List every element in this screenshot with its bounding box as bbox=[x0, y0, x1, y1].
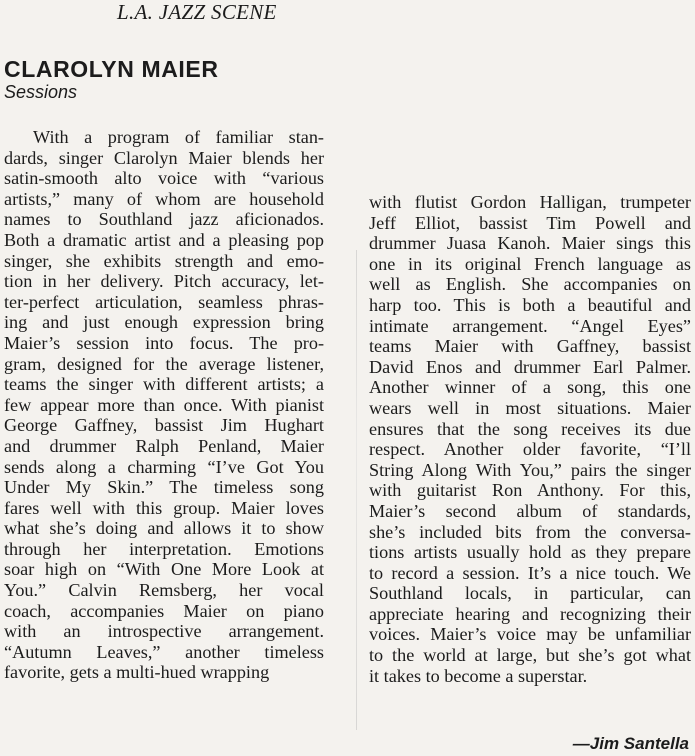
text-line: with an introspective arrangement. bbox=[4, 621, 324, 642]
text-line: it takes to become a superstar. bbox=[369, 665, 588, 686]
text-line: teams the singer with different artists; a bbox=[4, 374, 324, 395]
text-line: ter-perfect articulation, seamless phras- bbox=[4, 291, 324, 312]
text-line: teams Maier with Gaffney, bassist bbox=[369, 336, 691, 357]
text-line: to record a session. It’s a nice touch. We bbox=[369, 562, 691, 583]
text-line: Southland locals, in particular, can bbox=[369, 583, 691, 604]
text-line: to the world at large, but she’s got what bbox=[369, 645, 691, 666]
text-line: singer, she exhibits strength and emo- bbox=[4, 250, 324, 271]
review-body-left-column bbox=[4, 127, 324, 683]
text-line: Maier’s second album of standards, bbox=[369, 500, 691, 521]
text-line: artists,” many of whom are household bbox=[4, 188, 324, 209]
text-line: Maier’s session into focus. The pro- bbox=[4, 332, 324, 353]
text-line: Under My Skin.” The timeless song bbox=[4, 477, 324, 498]
review-artist-heading: CLAROLYN MAIER bbox=[4, 56, 219, 82]
text-line: harp too. This is both a beautiful and bbox=[369, 294, 691, 315]
text-line: fares well with this group. Maier loves bbox=[4, 497, 324, 518]
text-line: with flutist Gordon Halligan, trumpeter bbox=[369, 192, 691, 212]
text-line: George Gaffney, bassist Jim Hughart bbox=[4, 415, 324, 436]
column-divider bbox=[356, 250, 357, 730]
text-line: gram, designed for the average listener, bbox=[4, 353, 324, 374]
text-line: You.” Calvin Remsberg, her vocal bbox=[4, 580, 324, 601]
text-line: dards, singer Clarolyn Maier blends her bbox=[4, 147, 324, 168]
text-line: favorite, gets a multi-hued wrapping bbox=[4, 662, 270, 683]
text-line: respect. Another older favorite, “I’ll bbox=[369, 439, 691, 460]
text-line: satin-smooth alto voice with “various bbox=[4, 168, 324, 189]
review-album-title: Sessions bbox=[4, 82, 78, 102]
text-line: tion in her delivery. Pitch accuracy, let- bbox=[4, 271, 324, 292]
text-line: Both a dramatic artist and a pleasing pop bbox=[4, 229, 324, 250]
text-line: “Autumn Leaves,” another timeless bbox=[4, 641, 324, 662]
text-line: one in its original French language as bbox=[369, 253, 691, 274]
text-line: tions artists usually hold as they prepare bbox=[369, 542, 691, 563]
text-line: ing and just enough expression bring bbox=[4, 312, 324, 333]
text-line: through her interpretation. Emotions bbox=[4, 538, 324, 559]
review-body-right-column bbox=[369, 192, 691, 686]
text-line: with guitarist Ron Anthony. For this, bbox=[369, 480, 691, 501]
text-line: String Along With You,” pairs the singer bbox=[369, 459, 691, 480]
text-line: With a program of familiar stan- bbox=[33, 127, 324, 147]
review-byline: —Jim Santella bbox=[572, 734, 689, 753]
text-line: coach, accompanies Maier on piano bbox=[4, 600, 324, 621]
text-line: names to Southland jazz aficionados. bbox=[4, 209, 324, 230]
text-line: sends along a charming “I’ve Got You bbox=[4, 456, 324, 477]
text-line: appreciate hearing and recognizing their bbox=[369, 603, 691, 624]
text-line: Jeff Elliot, bassist Tim Powell and bbox=[369, 212, 691, 233]
text-line: and drummer Ralph Penland, Maier bbox=[4, 435, 324, 456]
text-line: intimate arrangement. “Angel Eyes” bbox=[369, 315, 691, 336]
text-line: drummer Juasa Kanoh. Maier sings this bbox=[369, 233, 691, 254]
text-line: David Enos and drummer Earl Palmer. bbox=[369, 356, 691, 377]
text-line: well as English. She accompanies on bbox=[369, 274, 691, 295]
text-line: ensures that the song receives its due bbox=[369, 418, 691, 439]
text-line: voices. Maier’s voice may be unfamiliar bbox=[369, 624, 691, 645]
text-line: few appear more than once. With pianist bbox=[4, 394, 324, 415]
text-line: soar high on “With One More Look at bbox=[4, 559, 324, 580]
text-line: wears well in most situations. Maier bbox=[369, 397, 691, 418]
text-line: what she’s doing and allows it to show bbox=[4, 518, 324, 539]
text-line: she’s included bits from the conversa- bbox=[369, 521, 691, 542]
running-head: L.A. JAZZ SCENE bbox=[117, 0, 277, 24]
text-line: Another winner of a song, this one bbox=[369, 377, 691, 398]
